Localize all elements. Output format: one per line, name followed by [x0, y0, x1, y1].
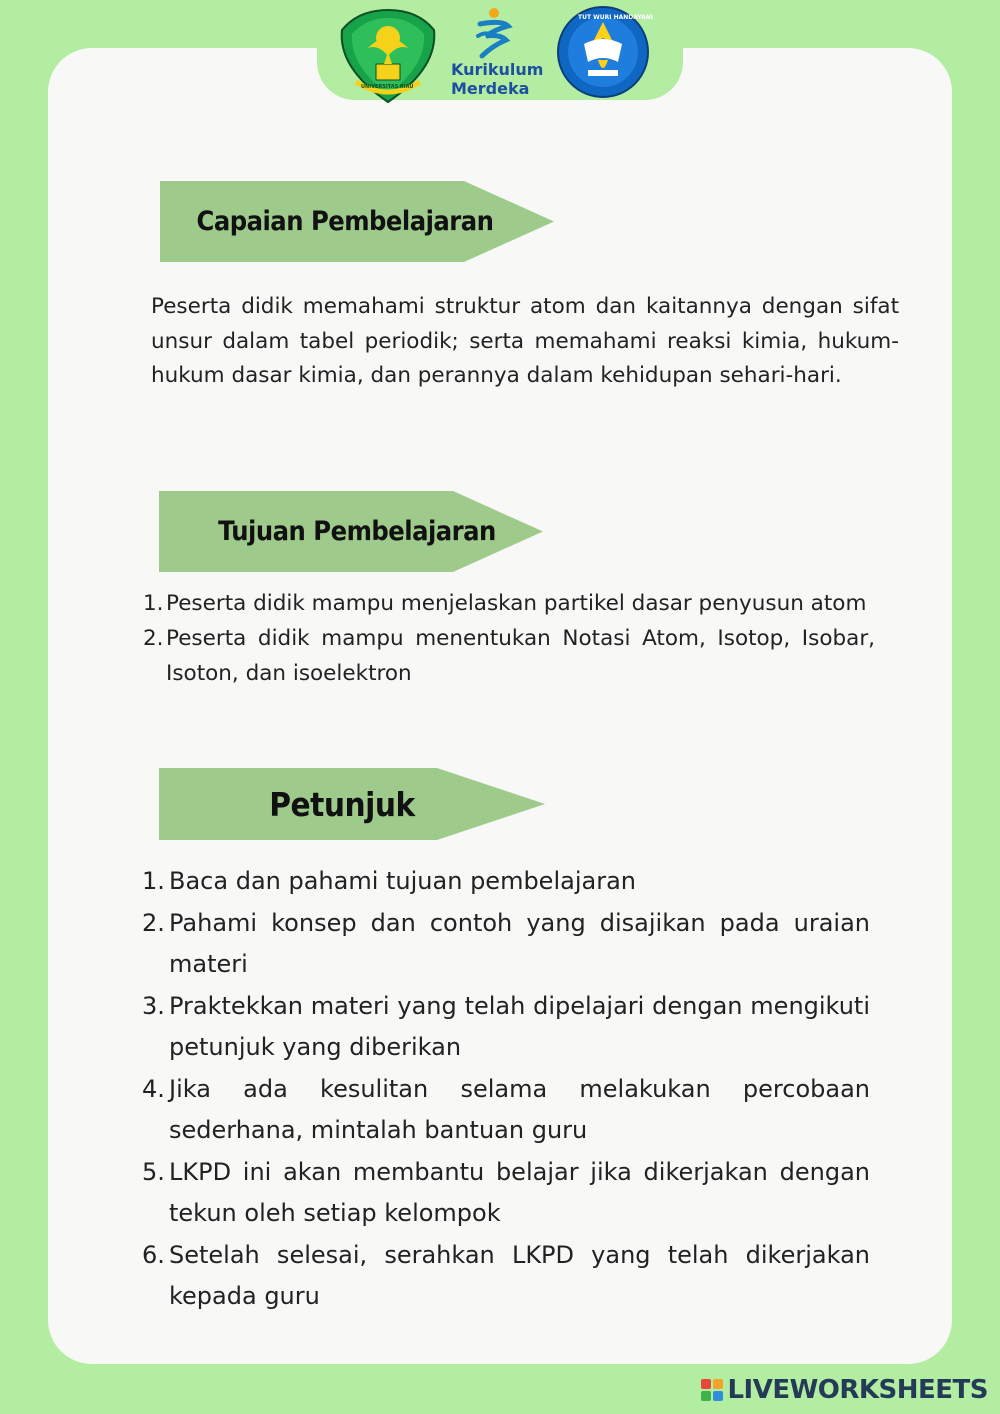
list-item-text: Setelah selesai, serahkan LKPD yang telah dikerjakan kepada guru	[169, 1240, 870, 1310]
list-item-number: 1.	[143, 591, 164, 616]
list-item-number: 5.	[142, 1157, 165, 1186]
kurikulum-label: Kurikulum	[451, 60, 544, 79]
liveworksheets-watermark[interactable]	[701, 1374, 988, 1406]
list-item-text: LKPD ini akan membantu belajar jika dikerjakan dengan tekun oleh setiap kelompok	[169, 1157, 870, 1227]
list-item-text: Jika ada kesulitan selama melakukan percobaan sederhana, mintalah bantuan guru	[169, 1074, 870, 1144]
list-item-text: Pahami konsep dan contoh yang disajikan pada uraian materi	[169, 908, 870, 978]
petunjuk-title: Petunjuk	[269, 784, 415, 824]
petunjuk-list	[142, 861, 870, 1318]
list-item-text: Peserta didik mampu menentukan Notasi Atom, Isotop, Isobar, Isoton, dan isoelektron	[166, 626, 875, 686]
list-item	[142, 1235, 870, 1318]
list-item	[142, 903, 870, 986]
list-item-number: 2.	[143, 626, 164, 651]
tut-wuri-handayani-label: TUT WURI HANDAYANI	[578, 14, 653, 21]
list-item	[142, 1152, 870, 1235]
list-item-text: Peserta didik mampu menjelaskan partikel dasar penyusun atom	[166, 591, 867, 616]
tujuan-title: Tujuan Pembelajaran	[218, 516, 496, 547]
kurikulum-merdeka-icon	[474, 6, 514, 60]
petunjuk-banner	[159, 768, 545, 840]
list-item-number: 4.	[142, 1074, 165, 1103]
liveworksheets-icon	[701, 1379, 723, 1401]
list-item	[143, 621, 875, 691]
kurikulum-merdeka-wordmark	[451, 60, 543, 98]
lw-box-l	[701, 1379, 711, 1389]
list-item	[142, 861, 870, 903]
list-item	[143, 586, 875, 621]
universitas-riau-label: UNIVERSITAS RIAU	[361, 84, 414, 90]
capaian-banner	[160, 181, 554, 262]
list-item-number: 2.	[142, 908, 165, 937]
list-item	[142, 1069, 870, 1152]
capaian-title: Capaian Pembelajaran	[196, 206, 494, 237]
list-item	[142, 986, 870, 1069]
list-item-text: Baca dan pahami tujuan pembelajaran	[169, 867, 636, 895]
lw-box-i	[713, 1379, 723, 1389]
lw-box-e	[713, 1391, 723, 1401]
tujuan-list	[143, 586, 875, 691]
merdeka-label: Merdeka	[451, 79, 530, 98]
capaian-paragraph: Peserta didik memahami struktur atom dan kaitannya dengan sifat unsur dalam tabel periodik; serta memahami reaksi kimia, hukum- hukum dasar kimia, dan perannya dalam kehidupan sehari-hari.	[151, 294, 899, 388]
lw-box-v	[701, 1391, 711, 1401]
list-item-text: Praktekkan materi yang telah dipelajari dengan mengikuti petunjuk yang diberikan	[169, 991, 870, 1061]
liveworksheets-text: LIVEWORKSHEETS	[727, 1375, 988, 1405]
list-item-number: 6.	[142, 1240, 165, 1269]
tujuan-banner	[159, 491, 543, 572]
list-item-number: 1.	[142, 867, 165, 895]
list-item-number: 3.	[142, 991, 165, 1020]
